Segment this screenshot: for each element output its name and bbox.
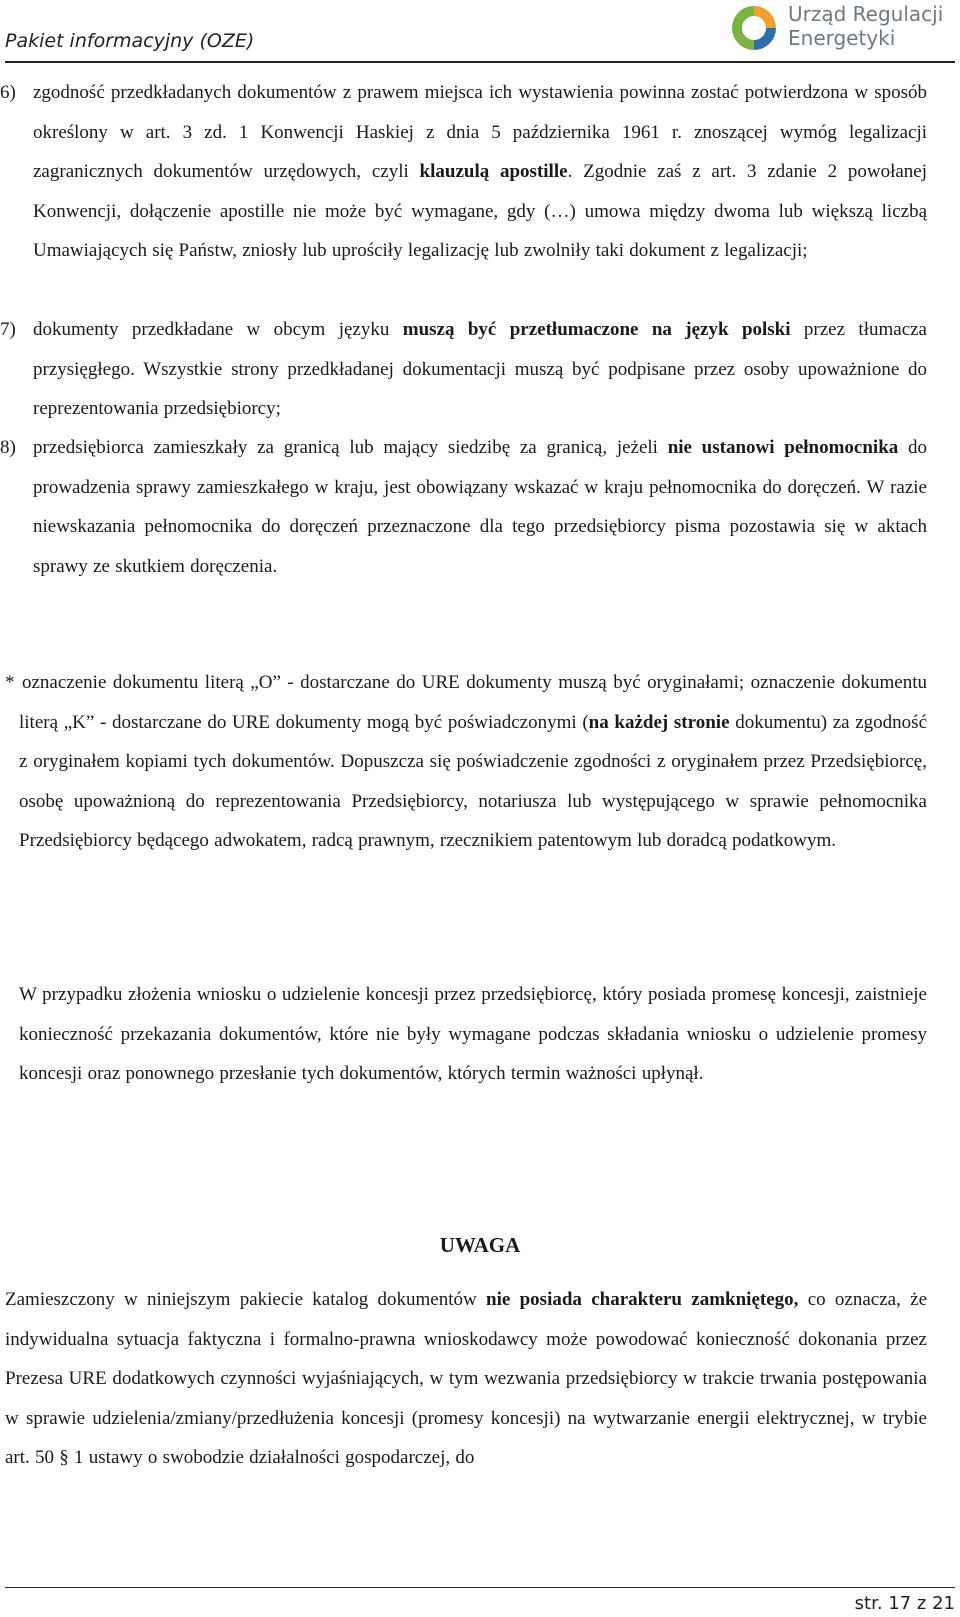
footnote-text: oznaczenie dokumentu literą „O” - dostarczane do URE dokumenty muszą być oryginałami; oznaczenie dokumentu literą „K” - dostarczane do URE dokumenty mogą być poświadczonymi (na każdej stronie dokumentu) za zgodność z oryginałem kopiami tych dokumentów. Dopuszcza się poświadczenie zgodności z oryginałem przez Przedsiębiorcę, osobę upoważnioną do reprezentowania Przedsiębiorcy, notariusza lub występującego w sprawie pełnomocnika Przedsiębiorcy będącego adwokatem, radcą prawnym, rzecznikiem patentowym lub doradcą podatkowym. (19, 672, 928, 851)
promesa-paragraph: W przypadku złożenia wniosku o udzielenie koncesji przez przedsiębiorcę, który posiada promesę koncesji, zaistnieje konieczność przekazania dokumentów, które nie były wymagane podczas składania wniosku o udzielenie promesy koncesji oraz ponownego przesłanie tych dokumentów, których termin ważności upłynął. (19, 984, 927, 1084)
page-number: str. 17 z 21 (854, 1593, 955, 1614)
page-header (0, 0, 960, 62)
logo-line-1: Urząd Regulacji (788, 2, 944, 26)
bold-text: na każdej stronie (588, 711, 730, 733)
header-divider (5, 61, 955, 63)
uwaga-paragraph: Zamieszczony w niniejszym pakiecie katalog dokumentów nie posiada charakteru zamkniętego, co oznacza, że indywidualna sytuacja faktyczna i formalno-prawna wnioskodawcy może powodować konieczność dokonania przez Prezesa URE dodatkowych czynności wyjaśniających, w tym wezwania przedsiębiorcy w trakcie trwania postępowania w sprawie udzielenia/zmiany/przedłużenia koncesji (promesy koncesji) na wytwarzanie energii elektrycznej, w trybie art. 50 § 1 ustawy o swobodzie działalności gospodarczej, do (5, 1289, 927, 1468)
bold-text: klauzulą apostille (419, 161, 568, 182)
list-item-text: zgodność przedkładanych dokumentów z prawem miejsca ich wystawienia powinna zostać potwierdzona w sposób określony w art. 3 zd. 1 Konwencji Haskiej z dnia 5 października 1961 r. znoszącej wymóg legalizacji zagranicznych dokumentów urzędowych, czyli klauzulą apostille. Zgodnie zaś z art. 3 zdanie 2 powołanej Konwencji, dołączenie apostille nie może być wymagane, gdy (…) umowa między dwoma lub większą liczbą Umawiających się Państw, zniosły lub uprościły legalizację lub zwolniły taki dokument z legalizacji; (33, 82, 927, 261)
list-number: 7) (0, 319, 16, 340)
list-number: 8) (0, 437, 16, 458)
ure-logo (728, 0, 960, 56)
list-item-text: przedsiębiorca zamieszkały za granicą lub mający siedzibę za granicą, jeżeli nie ustanowi pełnomocnika do prowadzenia sprawy zamieszkałego w kraju, jest obowiązany wskazać w kraju pełnomocnika do doręczeń. W razie niewskazania pełnomocnika do doręczeń przeznaczone dla tego przedsiębiorcy pisma pozostawia się w aktach sprawy ze skutkiem doręczenia. (33, 437, 928, 577)
footer-divider (5, 1587, 955, 1588)
document-title: Pakiet informacyjny (OZE) (5, 30, 255, 52)
bold-text: nie ustanowi pełnomocnika (667, 437, 899, 458)
bold-text: nie posiada charakteru zamkniętego, (486, 1289, 799, 1310)
footnote-star: * (5, 672, 15, 693)
list-item-text: dokumenty przedkładane w obcym języku muszą być przetłumaczone na język polski przez tłumacza przysięgłego. Wszystkie strony przedkładanej dokumentacji muszą być podpisane przez osoby upoważnione do reprezentowania przedsiębiorcy; (33, 319, 927, 419)
list-number: 6) (0, 82, 16, 103)
logo-line-2: Energetyki (788, 26, 896, 50)
bold-text: muszą być przetłumaczone na język polski (402, 319, 791, 340)
uwaga-heading: UWAGA (439, 1233, 521, 1257)
logo-text (788, 2, 943, 50)
ure-logo-icon (728, 2, 780, 54)
